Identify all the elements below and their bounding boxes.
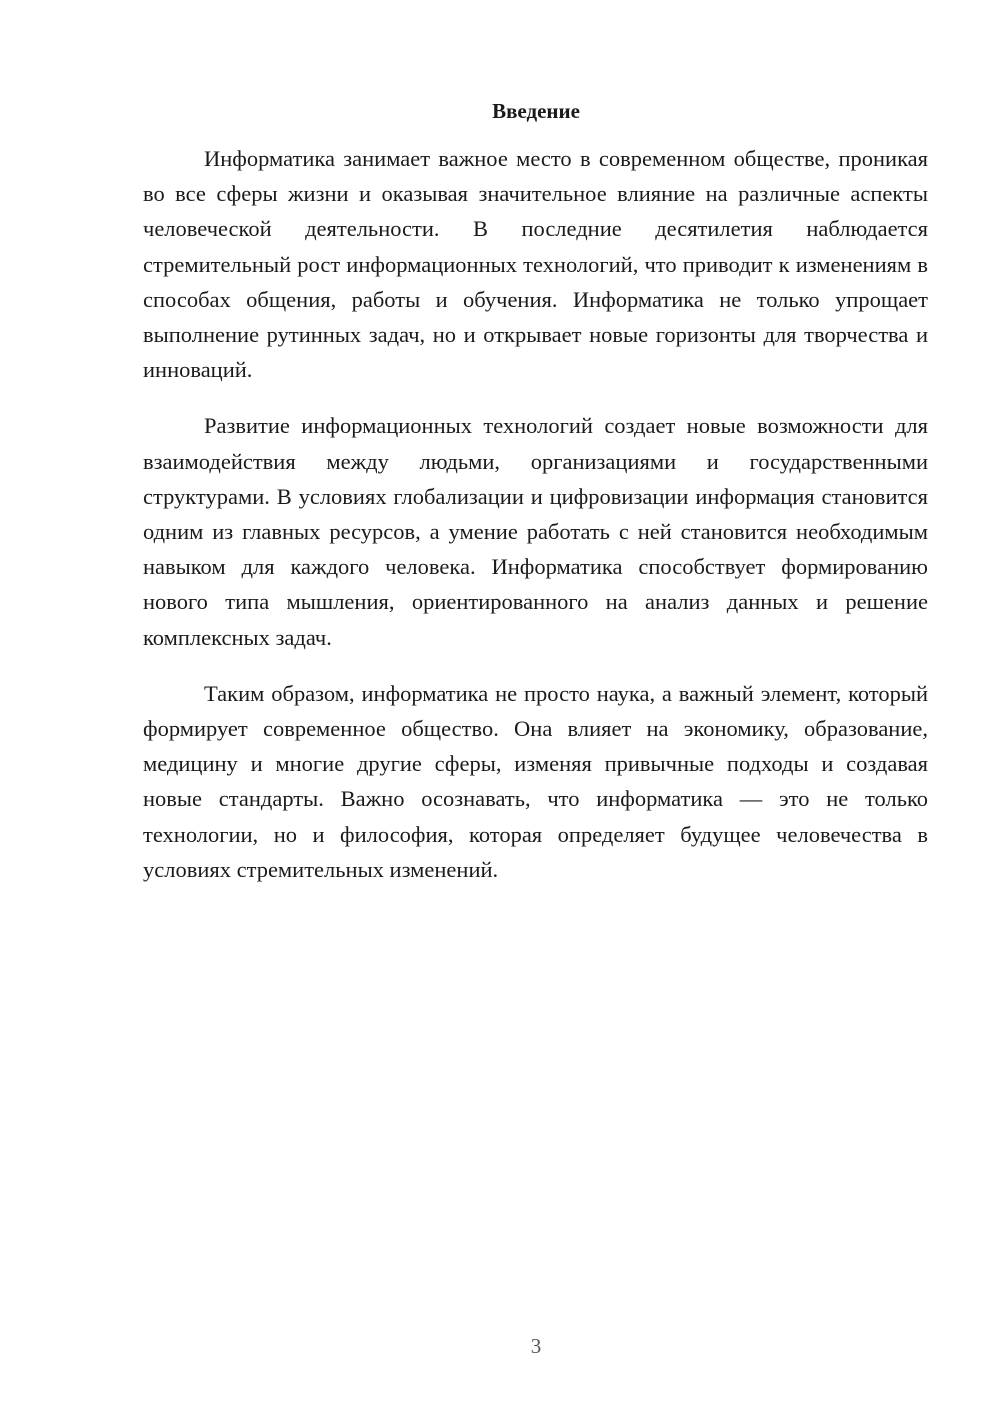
page-number: 3 xyxy=(530,1334,542,1358)
paragraph-3: Таким образом, информатика не просто наука, а важный элемент, который формирует современное общество. Она влияет на экономику, образование, медицину и многие другие сферы, изменяя привычные подходы и создавая новые стандарты. Важно осознавать, что информатика — это не только технологии, но и философия, которая определяет будущее человечества в условиях стремительных изменений. xyxy=(143,680,928,882)
paragraph-2: Развитие информационных технологий создает новые возможности для взаимодействия между людьми, организациями и государственными структурами. В условиях глобализации и цифровизации информация становится одним из главных ресурсов, а умение работать с ней становится необходимым навыком для каждого человека. Информатика способствует формированию нового типа мышления, ориентированного на анализ данных и решение комплексных задач. xyxy=(143,413,928,650)
document-body xyxy=(143,141,928,908)
paragraph-1: Информатика занимает важное место в современном обществе, проникая во все сферы жизни и оказывая значительное влияние на различные аспекты человеческой деятельности. В последние десятилетия наблюдается стремительный рост информационных технологий, что приводит к изменениям в способах общения, работы и обучения. Информатика не только упрощает выполнение рутинных задач, но и открывает новые горизонты для творчества и инноваций. xyxy=(143,146,928,383)
page-title: Введение xyxy=(492,99,580,123)
